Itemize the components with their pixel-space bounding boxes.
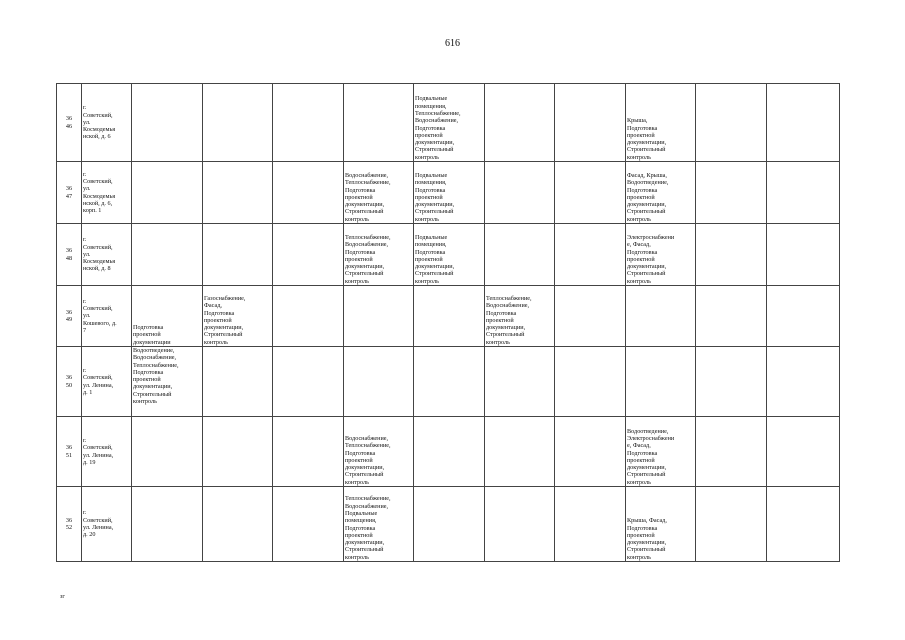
cell-text: Водоснабжение, — [486, 302, 530, 310]
cell-text: Подготовка — [486, 309, 517, 317]
table-row — [57, 487, 840, 562]
cell-text: Строительный — [627, 270, 666, 278]
cell-text: Водоотведение, — [627, 179, 669, 187]
row-number-cell — [57, 417, 82, 487]
works-cell — [273, 162, 344, 224]
cell-text: Водоснабжение, — [133, 354, 177, 362]
cell-text: 36 — [65, 444, 73, 452]
cell-text: Теплоснабжение, — [345, 495, 391, 503]
cell-text: е, Фасад, — [627, 442, 651, 450]
works-cell — [626, 84, 696, 162]
cell-text: Советский, — [83, 177, 113, 185]
works-cell — [767, 84, 840, 162]
cell-text: Теплоснабжение, — [415, 109, 461, 117]
works-cell — [203, 417, 273, 487]
cell-text: Теплоснабжение, — [345, 179, 391, 187]
cell-text: 36 — [65, 115, 73, 123]
cell-text: документации, — [345, 263, 385, 271]
cell-text: нской, д. 8 — [83, 265, 111, 273]
cell-text: Подготовка — [627, 124, 658, 132]
works-cell — [414, 417, 485, 487]
works-cell — [626, 286, 696, 347]
cell-text: г. — [83, 509, 87, 517]
cell-text: ул. Ленина, — [83, 381, 114, 389]
row-number-cell — [57, 487, 82, 562]
cell-text: Подготовка — [133, 324, 164, 332]
works-cell — [344, 286, 414, 347]
works-cell — [696, 286, 767, 347]
cell-text: Строительный — [345, 471, 384, 479]
cell-text: Водоснабжение, — [345, 434, 389, 442]
cell-text: проектной — [627, 255, 655, 263]
works-cell — [696, 347, 767, 417]
cell-text: помещения, — [415, 179, 447, 187]
works-cell — [414, 162, 485, 224]
cell-text: нской, д. 6, — [83, 199, 113, 207]
cell-text: Фасад, — [204, 302, 222, 310]
works-cell — [485, 286, 555, 347]
cell-text: проектной — [627, 531, 655, 539]
cell-text: 36 — [65, 308, 73, 316]
address-cell — [82, 84, 132, 162]
works-cell — [555, 286, 626, 347]
cell-text: Водоотведение, — [133, 347, 175, 354]
cell-text: нской, д. 6 — [83, 133, 111, 141]
works-cell — [485, 347, 555, 417]
cell-text: г. — [83, 436, 87, 444]
cell-text: контроль — [627, 215, 651, 223]
cell-text: проектной — [133, 331, 161, 339]
cell-text: Строительный — [486, 331, 525, 339]
cell-text: ул. — [83, 118, 91, 126]
works-cell — [132, 224, 203, 286]
works-cell — [344, 417, 414, 487]
cell-text: контроль — [204, 338, 228, 346]
cell-text: 50 — [65, 381, 73, 389]
address-cell — [82, 286, 132, 347]
cell-text: документации, — [415, 263, 455, 271]
works-cell — [203, 487, 273, 562]
cell-text: документации, — [133, 383, 173, 391]
cell-text: Строительный — [627, 546, 666, 554]
works-cell — [344, 224, 414, 286]
cell-text: контроль — [627, 277, 651, 285]
row-number-cell — [57, 84, 82, 162]
address-cell — [82, 487, 132, 562]
cell-text: проектной — [345, 255, 373, 263]
row-number-cell — [57, 162, 82, 224]
cell-text: 51 — [65, 451, 73, 459]
cell-text: ул. — [83, 185, 91, 193]
cell-text: документации, — [627, 263, 667, 271]
cell-text: Водоснабжение, — [415, 117, 459, 125]
works-cell — [555, 347, 626, 417]
cell-text: Подготовка — [415, 248, 446, 256]
works-cell — [626, 417, 696, 487]
cell-text: Советский, — [83, 111, 113, 119]
row-number-cell — [57, 347, 82, 417]
works-cell — [132, 347, 203, 417]
cell-text: Подготовка — [627, 524, 658, 532]
works-cell — [485, 84, 555, 162]
cell-text: Подготовка — [415, 124, 446, 132]
cell-text: контроль — [486, 338, 510, 346]
works-cell — [767, 347, 840, 417]
cell-text: г. — [83, 366, 87, 374]
footer-mark: зг — [60, 594, 65, 600]
cell-text: Теплоснабжение, — [345, 442, 391, 450]
cell-text: Советский, — [83, 305, 113, 313]
works-cell — [485, 417, 555, 487]
works-cell — [132, 162, 203, 224]
cell-text: Строительный — [133, 390, 172, 398]
cell-text: е, Фасад, — [627, 241, 651, 249]
works-cell — [132, 286, 203, 347]
works-cell — [767, 224, 840, 286]
works-cell — [344, 487, 414, 562]
works-cell — [555, 487, 626, 562]
cell-text: Подготовка — [133, 368, 164, 376]
cell-text: Электроснабжени — [627, 233, 675, 241]
cell-text: 7 — [83, 326, 87, 334]
cell-text: Подготовка — [345, 449, 376, 457]
capital-repair-table — [56, 83, 840, 562]
works-cell — [626, 162, 696, 224]
cell-text: Строительный — [345, 208, 384, 216]
works-cell — [273, 487, 344, 562]
cell-text: 46 — [65, 122, 73, 130]
works-cell — [626, 487, 696, 562]
cell-text: г. — [83, 104, 87, 112]
cell-text: контроль — [627, 553, 651, 561]
cell-text: помещения, — [415, 102, 447, 110]
cell-text: Подготовка — [627, 449, 658, 457]
works-cell — [555, 224, 626, 286]
works-cell — [414, 84, 485, 162]
cell-text: Подготовка — [627, 248, 658, 256]
works-cell — [696, 84, 767, 162]
works-cell — [203, 162, 273, 224]
works-cell — [203, 224, 273, 286]
cell-text: Теплоснабжение, — [486, 294, 532, 302]
cell-text: документации, — [486, 324, 526, 332]
cell-text: проектной — [345, 193, 373, 201]
works-cell — [132, 417, 203, 487]
cell-text: Строительный — [345, 270, 384, 278]
table-row — [57, 162, 840, 224]
cell-text: Советский, — [83, 516, 113, 524]
works-cell — [132, 84, 203, 162]
works-cell — [273, 84, 344, 162]
cell-text: Крыша, Фасад, — [627, 517, 667, 525]
cell-text: документации, — [627, 539, 667, 547]
cell-text: 49 — [65, 316, 73, 323]
cell-text: корп. 1 — [83, 207, 102, 215]
page-number: 616 — [445, 38, 460, 49]
cell-text: документации, — [345, 539, 385, 547]
works-cell — [485, 224, 555, 286]
works-cell — [626, 224, 696, 286]
cell-text: Строительный — [627, 471, 666, 479]
table-row — [57, 84, 840, 162]
cell-text: проектной — [133, 376, 161, 384]
cell-text: контроль — [627, 478, 651, 486]
cell-text: документации — [133, 338, 171, 346]
table-row — [57, 417, 840, 487]
works-cell — [767, 487, 840, 562]
cell-text: ул. — [83, 250, 91, 258]
cell-text: Подвальные — [415, 233, 448, 241]
works-cell — [555, 84, 626, 162]
cell-text: Фасад, Крыша, — [627, 171, 667, 179]
works-cell — [767, 417, 840, 487]
works-cell — [626, 347, 696, 417]
cell-text: Подвальные — [415, 95, 448, 103]
cell-text: Водоснабжение, — [345, 502, 389, 510]
works-cell — [555, 417, 626, 487]
works-cell — [696, 417, 767, 487]
cell-text: Подготовка — [415, 186, 446, 194]
cell-text: ул. Ленина, — [83, 524, 114, 531]
works-cell — [273, 417, 344, 487]
cell-text: Строительный — [415, 208, 454, 216]
cell-text: помещения, — [415, 241, 447, 249]
cell-text: документации, — [345, 201, 385, 209]
cell-text: документации, — [204, 324, 244, 332]
works-cell — [485, 162, 555, 224]
cell-text: документации, — [415, 139, 455, 147]
address-cell — [82, 347, 132, 417]
cell-text: г. — [83, 236, 87, 244]
cell-text: д. 20 — [83, 531, 96, 539]
cell-text: Подготовка — [345, 186, 376, 194]
cell-text: проектной — [415, 255, 443, 263]
cell-text: контроль — [627, 153, 651, 161]
cell-text: контроль — [415, 215, 439, 223]
cell-text: контроль — [345, 553, 369, 561]
cell-text: Космодемья — [83, 126, 116, 134]
cell-text: Подвальные — [345, 509, 378, 517]
works-cell — [132, 487, 203, 562]
row-number-cell — [57, 286, 82, 347]
cell-text: контроль — [415, 153, 439, 161]
works-cell — [414, 286, 485, 347]
works-cell — [273, 286, 344, 347]
works-cell — [555, 162, 626, 224]
works-cell — [344, 84, 414, 162]
cell-text: Водоотведение, — [627, 427, 669, 435]
cell-text: документации, — [415, 201, 455, 209]
cell-text: Водоснабжение, — [345, 241, 389, 249]
table-row — [57, 347, 840, 417]
cell-text: документации, — [345, 464, 385, 472]
cell-text: Водоснабжение, — [345, 171, 389, 179]
cell-text: Подготовка — [204, 309, 235, 317]
works-cell — [203, 347, 273, 417]
cell-text: помещения, — [345, 517, 377, 525]
cell-text: проектной — [415, 193, 443, 201]
cell-text: проектной — [415, 131, 443, 139]
works-cell — [414, 224, 485, 286]
works-cell — [203, 286, 273, 347]
cell-text: документации, — [627, 201, 667, 209]
cell-text: Строительный — [627, 208, 666, 216]
cell-text: 36 — [65, 374, 73, 382]
address-cell — [82, 417, 132, 487]
cell-text: Строительный — [627, 146, 666, 154]
cell-text: проектной — [627, 456, 655, 464]
cell-text: Советский, — [83, 374, 113, 382]
cell-text: проектной — [627, 131, 655, 139]
cell-text: ул. Ленина, — [83, 451, 114, 459]
cell-text: Советский, — [83, 444, 113, 452]
cell-text: документации, — [627, 464, 667, 472]
cell-text: проектной — [345, 456, 373, 464]
cell-text: 36 — [65, 185, 73, 193]
works-cell — [485, 487, 555, 562]
cell-text: Электроснабжени — [627, 434, 675, 442]
cell-text: проектной — [345, 531, 373, 539]
cell-text: 52 — [65, 524, 73, 531]
cell-text: ул. — [83, 312, 91, 320]
works-cell — [273, 347, 344, 417]
works-cell — [414, 487, 485, 562]
cell-text: д. 1 — [83, 388, 93, 396]
cell-text: Советский, — [83, 243, 113, 251]
cell-text: Теплоснабжение, — [345, 233, 391, 241]
cell-text: Подготовка — [627, 186, 658, 194]
row-number-cell — [57, 224, 82, 286]
cell-text: контроль — [345, 215, 369, 223]
cell-text: Космодемья — [83, 258, 116, 266]
works-cell — [696, 487, 767, 562]
works-cell — [414, 347, 485, 417]
cell-text: 36 — [65, 247, 73, 255]
cell-text: проектной — [204, 316, 232, 324]
works-cell — [203, 84, 273, 162]
cell-text: Теплоснабжение, — [133, 361, 179, 369]
cell-text: Подвальные — [415, 171, 448, 179]
works-cell — [767, 286, 840, 347]
works-cell — [344, 347, 414, 417]
cell-text: 36 — [65, 516, 73, 524]
cell-text: Крыша, — [627, 117, 648, 125]
cell-text: г. — [83, 170, 87, 178]
cell-text: проектной — [627, 193, 655, 201]
cell-text: документации, — [627, 139, 667, 147]
cell-text: контроль — [415, 277, 439, 285]
cell-text: Подготовка — [345, 524, 376, 532]
cell-text: контроль — [133, 398, 157, 406]
cell-text: д. 19 — [83, 458, 96, 466]
cell-text: Строительный — [415, 146, 454, 154]
cell-text: Строительный — [204, 331, 243, 339]
cell-text: Кошевого, д. — [83, 319, 117, 327]
table-row — [57, 286, 840, 347]
works-cell — [344, 162, 414, 224]
cell-text: Космодемья — [83, 192, 116, 200]
cell-text: Строительный — [345, 546, 384, 554]
cell-text: контроль — [345, 277, 369, 285]
works-cell — [696, 224, 767, 286]
cell-text: Подготовка — [345, 248, 376, 256]
works-cell — [273, 224, 344, 286]
cell-text: Строительный — [415, 270, 454, 278]
address-cell — [82, 162, 132, 224]
table-row — [57, 224, 840, 286]
cell-text: г. — [83, 297, 87, 305]
cell-text: контроль — [345, 478, 369, 486]
address-cell — [82, 224, 132, 286]
cell-text: Газоснабжение, — [204, 294, 246, 302]
cell-text: 47 — [65, 192, 73, 200]
cell-text: 48 — [65, 254, 73, 262]
cell-text: проектной — [486, 316, 514, 324]
works-cell — [767, 162, 840, 224]
works-cell — [696, 162, 767, 224]
